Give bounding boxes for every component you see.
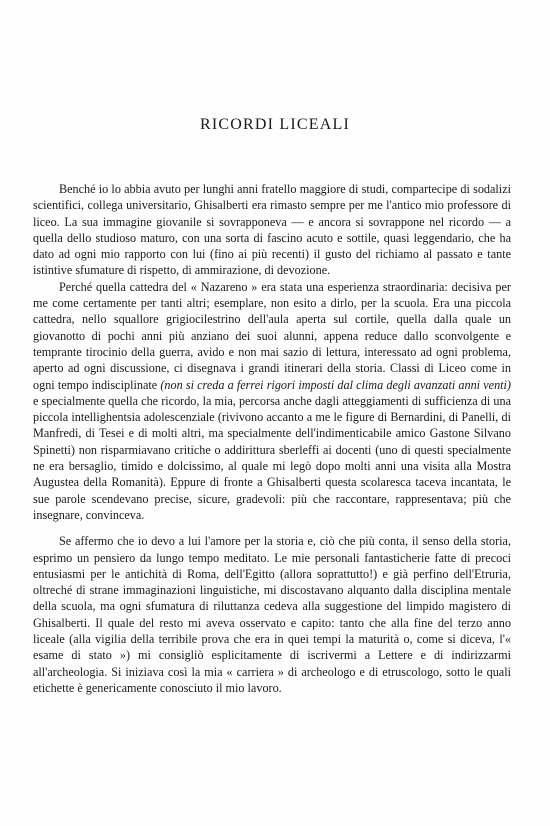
paragraph-3-text-b: (alla vigilia della terribile prova che era in quei tempi la maturità o, come si diceva, l'« esame di stato ») (33, 632, 511, 663)
paragraph-2 (33, 279, 511, 523)
paragraph-3-text-a: Se affermo che io devo a lui l'amore per la storia e, ciò che più conta, il senso della storia, esprimo un pensiero da lungo tempo meditato. Le mie personali fantasticherie fatte di precoci entusiasmi per le antichità di Roma, dell'Egitto (allora soprattutto!) e già perfino dell'Etruria, oltreché di strane immaginazioni linguistiche, mi discostavano alquanto dalla disciplina mentale della scuola, ma ogni sfumatura di riluttanza cedeva alla suggestione del limpido magistero di Ghisalberti. Il quale del resto mi aveva osservato e capito: tanto che alla fine del terzo anno liceale (33, 534, 511, 647)
paragraph-2-text-a: Perché quella cattedra del « Nazareno » era stata una esperienza straordinaria: decisiva per me come certamente per tanti altri; esemplare, non esito a dirlo, per la scuola. Era una piccola cattedra, nello squallore grigiocilestrino dell'aula aperta sul cortile, quella dalla quale un giovanotto di pochi anni più anziano dei suoi alunni, appena reduce dallo sconvolgente e temprante tirocinio della guerra, avido e non mai sazio di lettura, interessato ad ogni problema, aperto ad ogni discussione, ci disegnava i grandi itinerari della storia. Classi di Liceo come in ogni tempo indisciplinate (33, 279, 511, 392)
paragraph-1-text: Benché io lo abbia avuto per lunghi anni fratello maggiore di studi, compartecipe di sodalizi scientifici, collega universitario, Ghisalberti era rimasto sempre per me l'antico mio professore di liceo. La sua immagine giovanile si sovrapponeva — e ancora si sovrappone nel ricordo — a quella dello studioso maturo, con una sorta di fascino acuto e sottile, quasi leggendario, che ha dato ad ogni mio rapporto con lui (fino ai più recenti) il gusto del richiamo al passato e tante istintive sfumature di rispetto, di ammirazione, di devozione. (33, 182, 511, 278)
page-title: RICORDI LICEALI (200, 116, 350, 133)
paragraph-3 (33, 533, 511, 696)
paragraph-3-text-c: mi consigliò esplicitamente di iscrivermi a Lettere e di indirizzarmi all'archeologia. Si iniziava così la mia « carriera » di archeologo e di etruscologo, sotto le quali etichette è genericamente conosciuto il mio lavoro. (33, 648, 511, 695)
paragraph-2-text-b: e specialmente quella che ricordo, la mia, percorsa anche dagli atteggiamenti di sufficienza di una piccola intellighentsia adolescenziale (rivivono accanto a me le figure di Bernardini, di Panelli, di Manfredi, di Tesei e di molti altri, ma specialmente dell'indimenticabile amico Gastone Silvano Spinetti) non risparmiavano critiche o addirittura sberleffi ai docenti (uno di questi specialmente ne era bersaglio, timido e dolcissimo, al quale mi legò dopo molti anni una visita alla Mostra Augustea della Romanità). Eppure di fronte a Ghisalberti questa scolaresca taceva incantata, le sue parole scendevano precise, sicure, gradevoli: più che raccontare, rappresentava; più che insegnare, convinceva. (33, 393, 511, 522)
paragraph-2-italic-aside: (non si creda a ferrei rigori imposti dal clima degli avanzati anni venti) (160, 377, 511, 392)
paragraph-1 (33, 181, 511, 279)
body-text (33, 181, 511, 696)
